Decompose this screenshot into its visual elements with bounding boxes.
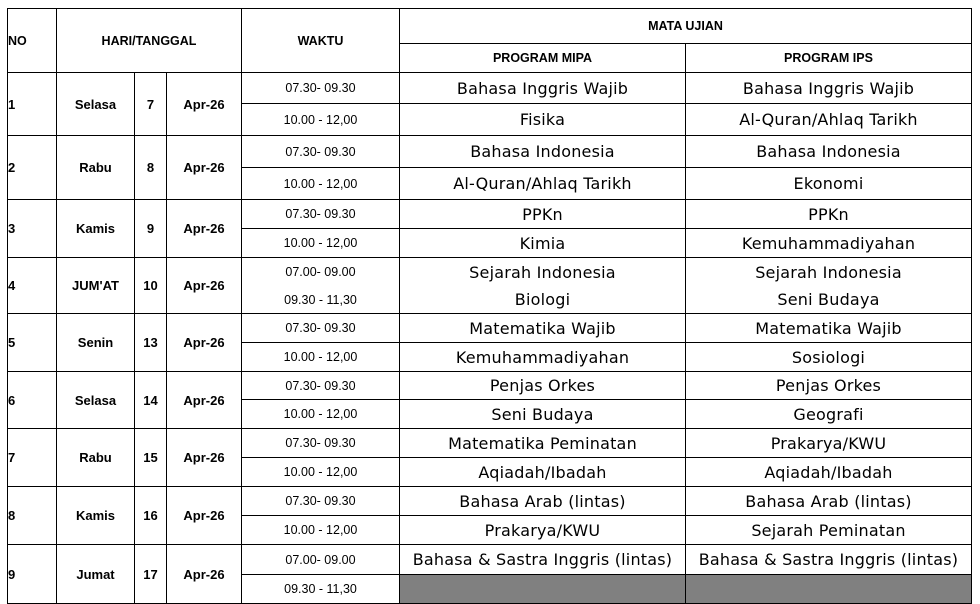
row-date: 13 bbox=[135, 314, 167, 372]
row-number: 8 bbox=[8, 487, 57, 545]
row-number: 4 bbox=[8, 258, 57, 314]
header-no: NO bbox=[8, 9, 57, 73]
session-2-mipa-subject: Kimia bbox=[400, 229, 686, 258]
session-1-time: 07.30- 09.30 bbox=[242, 136, 400, 168]
session-1-ips-subject: Sejarah Indonesia bbox=[686, 258, 972, 287]
row-day: Selasa bbox=[57, 73, 135, 136]
row-day: Senin bbox=[57, 314, 135, 372]
session-1-mipa-subject: Matematika Wajib bbox=[400, 314, 686, 343]
row-date: 17 bbox=[135, 545, 167, 604]
session-1-mipa-subject: Sejarah Indonesia bbox=[400, 258, 686, 287]
row-month: Apr-26 bbox=[167, 314, 242, 372]
row-month: Apr-26 bbox=[167, 545, 242, 604]
session-1-time: 07.30- 09.30 bbox=[242, 429, 400, 458]
session-2-ips-subject: Sosiologi bbox=[686, 343, 972, 372]
session-2-mipa-subject: Fisika bbox=[400, 104, 686, 136]
row-number: 3 bbox=[8, 200, 57, 258]
session-2-time: 09.30 - 11,30 bbox=[242, 286, 400, 314]
row-month: Apr-26 bbox=[167, 258, 242, 314]
session-2-time: 10.00 - 12,00 bbox=[242, 168, 400, 200]
empty-cell bbox=[400, 575, 686, 604]
session-1-time: 07.30- 09.30 bbox=[242, 487, 400, 516]
session-2-mipa-subject: Aqiadah/Ibadah bbox=[400, 458, 686, 487]
session-2-time: 10.00 - 12,00 bbox=[242, 343, 400, 372]
row-number: 2 bbox=[8, 136, 57, 200]
empty-cell bbox=[686, 575, 972, 604]
table-row bbox=[8, 429, 972, 458]
row-day: Selasa bbox=[57, 372, 135, 429]
session-2-mipa-subject: Biologi bbox=[400, 286, 686, 314]
session-1-ips-subject: Bahasa Indonesia bbox=[686, 136, 972, 168]
row-month: Apr-26 bbox=[167, 487, 242, 545]
row-number: 7 bbox=[8, 429, 57, 487]
row-month: Apr-26 bbox=[167, 200, 242, 258]
session-1-time: 07.30- 09.30 bbox=[242, 372, 400, 400]
session-1-ips-subject: Matematika Wajib bbox=[686, 314, 972, 343]
session-2-mipa-subject: Prakarya/KWU bbox=[400, 516, 686, 545]
session-1-ips-subject: Bahasa & Sastra Inggris (lintas) bbox=[686, 545, 972, 575]
row-month: Apr-26 bbox=[167, 136, 242, 200]
row-date: 16 bbox=[135, 487, 167, 545]
session-1-time: 07.00- 09.00 bbox=[242, 258, 400, 287]
session-2-ips-subject: Kemuhammadiyahan bbox=[686, 229, 972, 258]
session-2-time: 10.00 - 12,00 bbox=[242, 516, 400, 545]
schedule-body bbox=[8, 73, 972, 604]
table-row bbox=[8, 200, 972, 229]
row-number: 9 bbox=[8, 545, 57, 604]
exam-schedule-table bbox=[7, 8, 972, 604]
session-2-ips-subject: Sejarah Peminatan bbox=[686, 516, 972, 545]
session-1-time: 07.30- 09.30 bbox=[242, 314, 400, 343]
session-1-mipa-subject: Bahasa Arab (lintas) bbox=[400, 487, 686, 516]
header-hari-tanggal: HARI/TANGGAL bbox=[57, 9, 242, 73]
session-2-time: 10.00 - 12,00 bbox=[242, 458, 400, 487]
row-date: 10 bbox=[135, 258, 167, 314]
session-1-ips-subject: Prakarya/KWU bbox=[686, 429, 972, 458]
session-1-mipa-subject: Bahasa Inggris Wajib bbox=[400, 73, 686, 104]
table-row bbox=[8, 73, 972, 104]
row-number: 6 bbox=[8, 372, 57, 429]
row-day: Rabu bbox=[57, 136, 135, 200]
table-row bbox=[8, 487, 972, 516]
session-1-time: 07.30- 09.30 bbox=[242, 200, 400, 229]
row-number: 5 bbox=[8, 314, 57, 372]
header-program-ips: PROGRAM IPS bbox=[686, 44, 972, 73]
session-1-time: 07.00- 09.00 bbox=[242, 545, 400, 575]
table-row bbox=[8, 545, 972, 575]
row-month: Apr-26 bbox=[167, 73, 242, 136]
session-1-ips-subject: PPKn bbox=[686, 200, 972, 229]
session-2-mipa-subject: Kemuhammadiyahan bbox=[400, 343, 686, 372]
table-row bbox=[8, 258, 972, 287]
row-date: 14 bbox=[135, 372, 167, 429]
session-2-mipa-subject: Seni Budaya bbox=[400, 400, 686, 429]
row-day: Kamis bbox=[57, 487, 135, 545]
header-waktu: WAKTU bbox=[242, 9, 400, 73]
table-row bbox=[8, 136, 972, 168]
session-1-mipa-subject: Penjas Orkes bbox=[400, 372, 686, 400]
session-2-ips-subject: Seni Budaya bbox=[686, 286, 972, 314]
row-date: 15 bbox=[135, 429, 167, 487]
row-number: 1 bbox=[8, 73, 57, 136]
row-date: 7 bbox=[135, 73, 167, 136]
row-day: Kamis bbox=[57, 200, 135, 258]
session-2-time: 10.00 - 12,00 bbox=[242, 229, 400, 258]
session-2-time: 09.30 - 11,30 bbox=[242, 575, 400, 604]
header-mata-ujian: MATA UJIAN bbox=[400, 9, 972, 44]
table-row bbox=[8, 314, 972, 343]
session-1-mipa-subject: Bahasa & Sastra Inggris (lintas) bbox=[400, 545, 686, 575]
session-2-time: 10.00 - 12,00 bbox=[242, 400, 400, 429]
session-2-ips-subject: Aqiadah/Ibadah bbox=[686, 458, 972, 487]
session-1-mipa-subject: Matematika Peminatan bbox=[400, 429, 686, 458]
row-date: 8 bbox=[135, 136, 167, 200]
header-program-mipa: PROGRAM MIPA bbox=[400, 44, 686, 73]
session-1-ips-subject: Penjas Orkes bbox=[686, 372, 972, 400]
row-day: Jumat bbox=[57, 545, 135, 604]
row-date: 9 bbox=[135, 200, 167, 258]
session-1-ips-subject: Bahasa Arab (lintas) bbox=[686, 487, 972, 516]
table-row bbox=[8, 372, 972, 400]
session-2-mipa-subject: Al-Quran/Ahlaq Tarikh bbox=[400, 168, 686, 200]
session-1-mipa-subject: Bahasa Indonesia bbox=[400, 136, 686, 168]
row-day: JUM'AT bbox=[57, 258, 135, 314]
row-day: Rabu bbox=[57, 429, 135, 487]
session-1-mipa-subject: PPKn bbox=[400, 200, 686, 229]
row-month: Apr-26 bbox=[167, 429, 242, 487]
session-1-ips-subject: Bahasa Inggris Wajib bbox=[686, 73, 972, 104]
session-2-ips-subject: Geografi bbox=[686, 400, 972, 429]
session-1-time: 07.30- 09.30 bbox=[242, 73, 400, 104]
session-2-time: 10.00 - 12,00 bbox=[242, 104, 400, 136]
session-2-ips-subject: Ekonomi bbox=[686, 168, 972, 200]
header-row-1 bbox=[8, 9, 972, 44]
row-month: Apr-26 bbox=[167, 372, 242, 429]
session-2-ips-subject: Al-Quran/Ahlaq Tarikh bbox=[686, 104, 972, 136]
